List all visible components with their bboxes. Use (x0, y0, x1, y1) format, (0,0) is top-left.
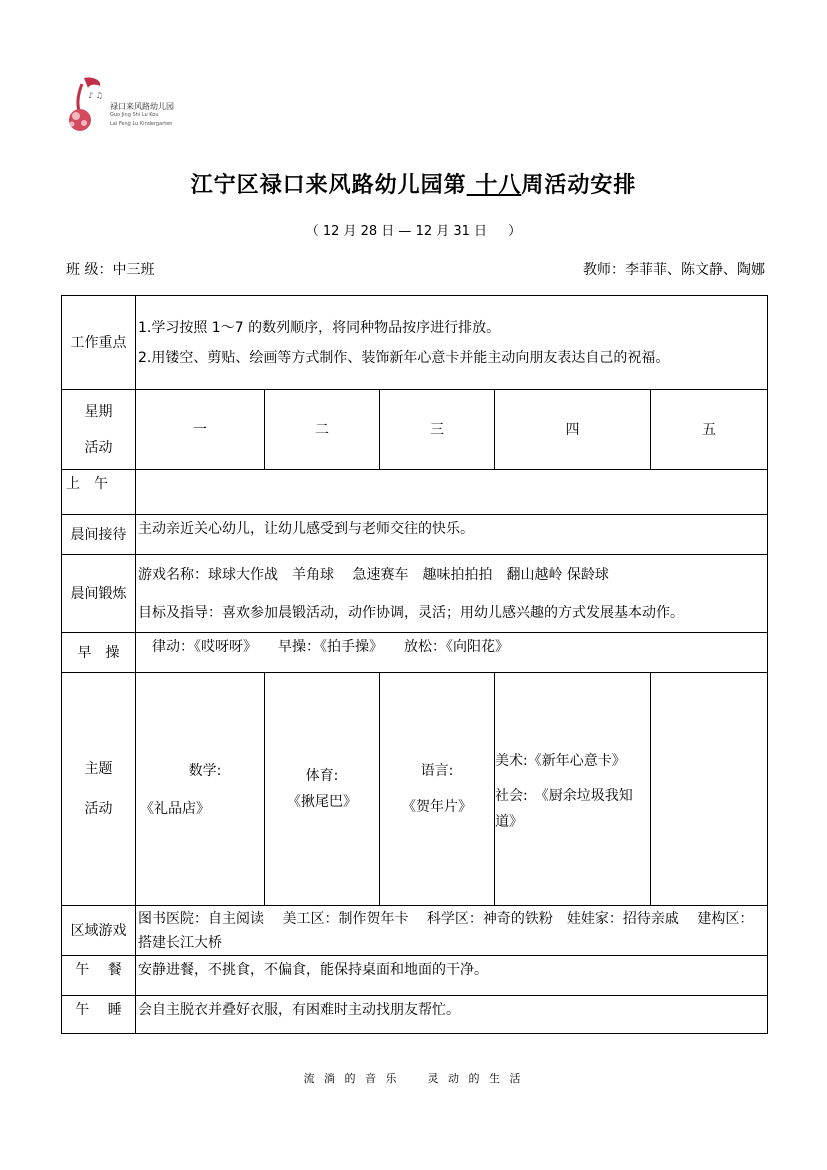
theme-label (62, 673, 136, 906)
weekday-fri: 五 (651, 390, 768, 470)
theme-tue-title: 《揪尾巴》 (287, 794, 357, 810)
theme-row (62, 673, 768, 906)
exercise-row (62, 555, 768, 633)
work-focus-item-2: 2.用镂空、剪贴、绘画等方式制作、装饰新年心意卡并能主动向朋友表达自己的祝福。 (138, 349, 670, 366)
theme-mon (136, 673, 265, 906)
logo-emblem-icon (62, 74, 110, 134)
theme-label-1: 主题 (84, 761, 113, 777)
weekday-row (62, 390, 768, 470)
lunch-content: 安静进餐，不挑食，不偏食，能保持桌面和地面的干净。 (136, 956, 768, 996)
teachers-info: 教师：李菲菲、陈文静、陶娜 (583, 262, 765, 278)
class-info: 班 级：中三班 (66, 262, 155, 278)
theme-wed-subject: 语言: (420, 763, 454, 779)
page-title (0, 168, 827, 199)
footer-motto: 流 淌 的 音 乐 灵 动 的 生 活 (303, 1072, 524, 1085)
theme-thu-social: 社会: 《厨余垃圾我知道》 (495, 788, 633, 830)
logo-name-en-2: Lai Feng Lu Kindergarten (110, 121, 173, 127)
theme-thu (495, 673, 651, 906)
weekday-label-1: 星期 (84, 403, 113, 420)
morning-exercise-row (62, 633, 768, 673)
weekday-label (62, 390, 136, 470)
title-prefix: 江宁区禄口来风路幼儿园第 (190, 172, 467, 198)
work-focus-content (136, 296, 768, 390)
logo-text (110, 102, 174, 129)
reception-row (62, 515, 768, 555)
reception-content: 主动亲近关心幼儿，让幼儿感受到与老师交往的快乐。 (136, 515, 768, 555)
theme-thu-art: 美术:《新年心意卡》 (495, 753, 626, 769)
weekday-wed: 三 (380, 390, 495, 470)
title-suffix: 周活动安排 (521, 172, 637, 198)
morning-row (62, 470, 768, 515)
area-label: 区域游戏 (62, 906, 136, 956)
lunch-label: 午 餐 (62, 956, 136, 996)
exercise-games: 游戏名称：球球大作战 羊角球 急速赛车 趣味拍拍拍 翻山越岭 保龄球 (138, 566, 609, 583)
area-row (62, 906, 768, 956)
theme-mon-title: 《礼品店》 (140, 801, 210, 817)
exercise-content (136, 555, 768, 633)
area-content: 图书医院：自主阅读 美工区：制作贺年卡 科学区：神奇的铁粉 娃娃家：招待亲戚 建构区：搭建长江大桥 (136, 906, 768, 956)
morning-content (136, 470, 768, 515)
kindergarten-logo (62, 74, 192, 134)
theme-wed-title: 《贺年片》 (402, 799, 472, 815)
theme-mon-subject: 数学: (188, 763, 222, 779)
exercise-label: 晨间锻炼 (62, 555, 136, 633)
weekday-label-2: 活动 (84, 439, 113, 456)
theme-label-2: 活动 (84, 801, 113, 817)
lunch-row (62, 956, 768, 996)
morning-label: 上 午 (62, 470, 136, 515)
weekday-tue: 二 (265, 390, 380, 470)
morning-exercise-content: 律动：《哎呀呀》 早操：《拍手操》 放松：《向阳花》 (136, 633, 768, 673)
weekday-mon: 一 (136, 390, 265, 470)
nap-label: 午 睡 (62, 996, 136, 1034)
theme-wed (380, 673, 495, 906)
date-range: （ 12 月 28 日 — 12 月 31 日 ） (305, 224, 522, 239)
theme-fri (651, 673, 768, 906)
work-focus-item-1: 1.学习按照 1～7 的数列顺序，将同种物品按序进行排放。 (138, 319, 501, 336)
theme-tue (265, 673, 380, 906)
theme-tue-subject: 体育: (305, 768, 339, 784)
logo-name-cn: 禄口来风路幼儿园 (110, 102, 174, 111)
weekday-thu: 四 (495, 390, 651, 470)
reception-label: 晨间接待 (62, 515, 136, 555)
nap-row (62, 996, 768, 1034)
work-focus-label: 工作重点 (62, 296, 136, 390)
schedule-table (61, 295, 768, 1034)
exercise-goal: 目标及指导：喜欢参加晨锻活动，动作协调，灵活；用幼儿感兴趣的方式发展基本动作。 (138, 604, 684, 621)
work-focus-row (62, 296, 768, 390)
morning-exercise-label: 早 操 (62, 633, 136, 673)
svg-text:♪ ♫: ♪ ♫ (88, 91, 103, 100)
nap-content: 会自主脱衣并叠好衣服，有困难时主动找朋友帮忙。 (136, 996, 768, 1034)
logo-name-en-1: Guo Jing Shi Lu Kou (110, 112, 159, 118)
title-week: 十八 (466, 172, 522, 198)
